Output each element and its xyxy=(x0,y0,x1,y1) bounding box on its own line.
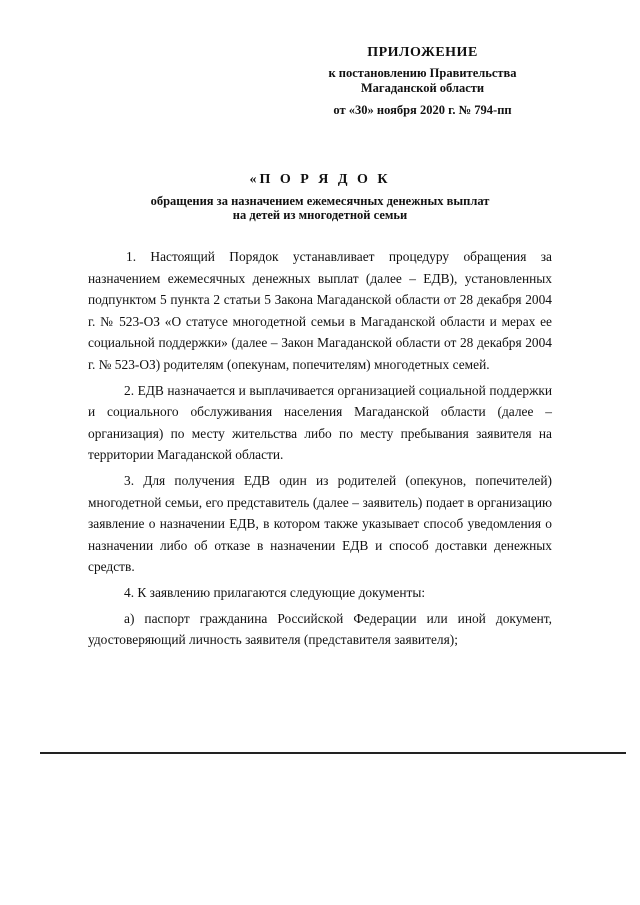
paragraph-2: 2. ЕДВ назначается и выплачивается организацией социальной поддержки и социального обслуживания населения Магаданской области (далее – организация) по месту жительства либо по месту пребывания заявителя на территории Магаданской области. xyxy=(88,382,552,463)
paragraph-3: 3. Для получения ЕДВ один из родителей (опекунов, попечителей) многодетной семьи, его представитель (далее – заявитель) подает в организацию заявление о назначении ЕДВ, в котором также указывает способ уведомления о назначении либо об отказе в назначении ЕДВ и способ доставки денежных средств. xyxy=(88,472,552,575)
paragraph-4a: а) паспорт гражданина Российской Федерации или иной документ, удостоверяющий личность заявителя (представителя заявителя); xyxy=(88,610,552,648)
document-title-block xyxy=(80,172,560,227)
document-body xyxy=(88,246,552,655)
document-subtitle-line-2: на детей из многодетной семьи xyxy=(232,208,408,222)
appendix-block xyxy=(300,45,545,120)
page-bottom-divider xyxy=(40,752,626,754)
appendix-label: ПРИЛОЖЕНИЕ xyxy=(367,45,478,60)
appendix-resolution-line: к постановлению Правительства xyxy=(328,66,517,80)
document-heading: «П О Р Я Д О К xyxy=(249,172,391,187)
document-subtitle-line-1: обращения за назначением ежемесячных денежных выплат xyxy=(150,194,490,208)
appendix-region-line: Магаданской области xyxy=(360,81,485,95)
appendix-date-number-line: от «30» ноября 2020 г. № 794-пп xyxy=(333,103,512,117)
paragraph-1: 1. Настоящий Порядок устанавливает процедуру обращения за назначением ежемесячных денежных выплат (далее – ЕДВ), установленных подпунктом 5 пункта 2 статьи 5 Закона Магаданской области от 28 декабря 2004 г. № 523-ОЗ «О статусе многодетной семьи в Магаданской области и мерах ее социальной поддержки» (далее – Закон Магаданской области от 28 декабря 2004 г. № 523-ОЗ) родителям (опекунам, попечителям) многодетных семей. xyxy=(88,249,552,372)
paragraph-4: 4. К заявлению прилагаются следующие документы: xyxy=(124,584,426,600)
